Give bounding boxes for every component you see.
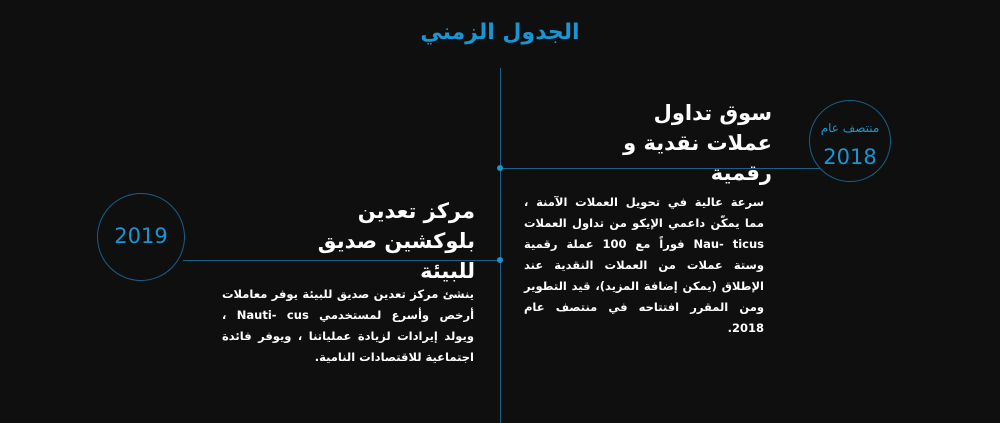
- timeline-vertical-line: [500, 68, 501, 423]
- timeline-heading: الجدول الزمني: [420, 20, 580, 45]
- item-title-2018: سوق تداول عملات نقدية و رقمية: [623, 101, 772, 185]
- item-title-2019: مركز تعدين بلوكشين صديق للبيئة: [317, 199, 475, 283]
- timeline-dot-2018: [497, 165, 503, 171]
- year-value-2018: 2018: [823, 145, 877, 169]
- timeline-dot-2019: [497, 257, 503, 263]
- year-label-2018: منتصف عام: [820, 121, 880, 135]
- item-description-2018: سرعة عالية في تحويل العملات الآمنة ، مما يمكّن داعمي الإيكو من تداول العملات Nau- ticus فوراً مع 100 عملة رقمية وستة عملات من العملات النقدية عند الإطلاق (يمكن إضافة المزيد)، قيد التطوير ومن المقرر افتتاحه في منتصف عام 2018.: [524, 195, 764, 335]
- year-circle-2018: [809, 100, 891, 182]
- year-circle-2019: [97, 193, 185, 281]
- year-value-2019: 2019: [114, 224, 168, 248]
- item-description-2019: ينشئ مركز تعدين صديق للبيئة يوفر معاملات أرخص وأسرع لمستخدمي Nauti- cus ، ويولد إيرادات لزيادة عملياتنا ، ويوفر فائدة اجتماعية للاقتصادات النامية.: [222, 287, 475, 364]
